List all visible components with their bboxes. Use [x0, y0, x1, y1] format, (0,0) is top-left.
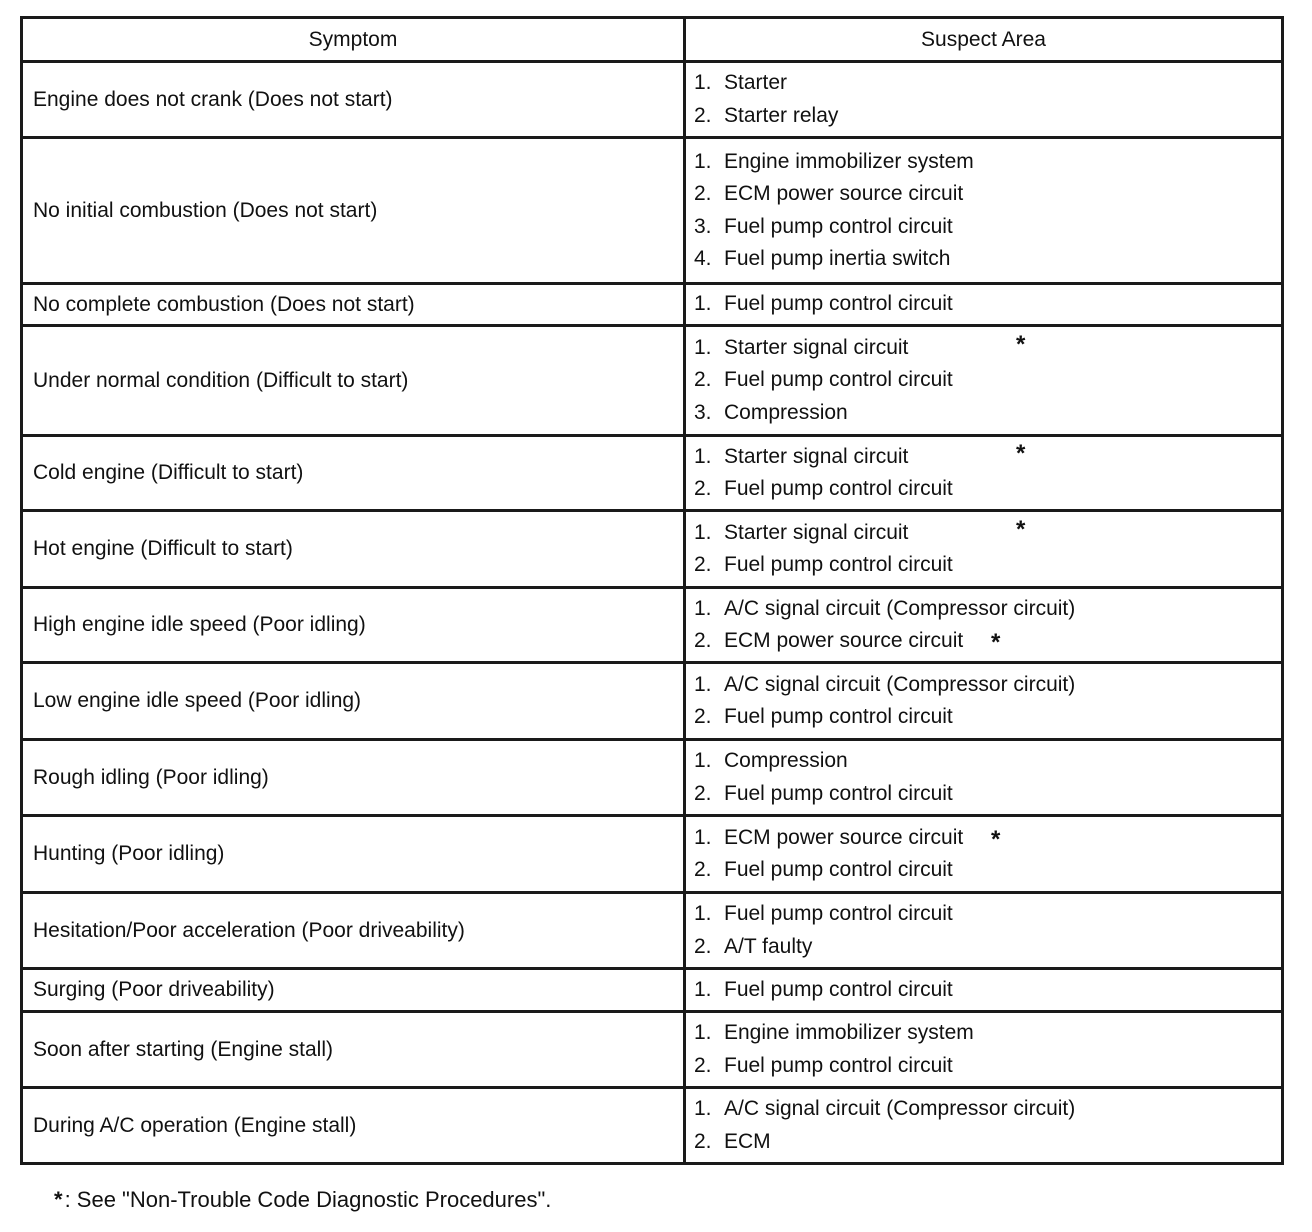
symptom-cell: Cold engine (Difficult to start)	[22, 436, 685, 511]
asterisk-marker: *	[1016, 330, 1026, 358]
item-number: 3.	[694, 214, 712, 238]
list-item	[694, 1093, 1273, 1126]
list-item	[694, 288, 1273, 321]
item-number: 1.	[694, 1097, 712, 1120]
symptom-cell: Surging (Poor driveability)	[22, 969, 685, 1012]
item-number: 1.	[694, 902, 712, 925]
list-item	[694, 625, 1273, 658]
suspect-area-cell	[685, 511, 1283, 588]
header-suspect-area: Suspect Area	[685, 18, 1283, 62]
list-item	[694, 822, 1273, 855]
item-number: 2.	[694, 553, 712, 576]
item-number: 1.	[694, 149, 712, 173]
table-row	[22, 969, 1283, 1012]
suspect-area-cell	[685, 740, 1283, 816]
list-item	[694, 549, 1273, 582]
symptom-cell: Hot engine (Difficult to start)	[22, 511, 685, 588]
header-symptom: Symptom	[22, 18, 685, 62]
item-number: 1.	[694, 444, 712, 468]
table-row	[22, 326, 1283, 436]
table-body	[22, 62, 1283, 1164]
table-row	[22, 816, 1283, 893]
item-number: 2.	[694, 858, 712, 881]
item-text: A/C signal circuit (Compressor circuit)	[724, 1097, 1076, 1120]
table-row	[22, 436, 1283, 511]
asterisk-marker: *	[991, 825, 1001, 853]
suspect-area-cell	[685, 138, 1283, 284]
symptom-cell: Under normal condition (Difficult to start)	[22, 326, 685, 436]
table-row	[22, 740, 1283, 816]
suspect-area-cell	[685, 588, 1283, 663]
symptom-cell: Soon after starting (Engine stall)	[22, 1012, 685, 1088]
asterisk-marker: *	[1016, 439, 1026, 467]
item-text: Starter	[724, 71, 788, 94]
item-number: 2.	[694, 182, 712, 205]
list-item	[694, 517, 1273, 550]
list-item	[694, 100, 1273, 133]
item-text: A/C signal circuit (Compressor circuit)	[724, 672, 1076, 696]
item-number: 2.	[694, 103, 712, 127]
item-number: 2.	[694, 781, 712, 805]
suspect-area-cell	[685, 62, 1283, 138]
list-item	[694, 473, 1273, 506]
item-number: 2.	[694, 368, 712, 392]
item-text: Starter relay	[724, 103, 839, 127]
item-text: Fuel pump control circuit	[724, 977, 953, 1001]
item-number: 2.	[694, 1129, 712, 1153]
asterisk-marker: *	[1016, 515, 1026, 543]
item-text: ECM power source circuit	[724, 629, 964, 652]
item-text: Compression	[724, 400, 848, 424]
list-item	[694, 243, 1273, 276]
item-number: 2.	[694, 934, 712, 958]
footnote-mark: *	[54, 1187, 63, 1212]
item-number: 4.	[694, 247, 712, 270]
item-number: 1.	[694, 335, 712, 359]
item-text: Fuel pump control circuit	[724, 292, 953, 316]
list-item	[694, 364, 1273, 397]
list-item	[694, 1050, 1273, 1083]
item-text: Fuel pump control circuit	[724, 214, 953, 238]
table-row	[22, 284, 1283, 326]
table-row	[22, 62, 1283, 138]
item-text: Starter signal circuit	[724, 520, 909, 544]
list-item	[694, 593, 1273, 626]
item-text: A/T faulty	[724, 934, 813, 958]
item-number: 2.	[694, 629, 712, 652]
symptom-cell: Engine does not crank (Does not start)	[22, 62, 685, 138]
suspect-area-cell	[685, 284, 1283, 326]
item-text: Fuel pump control circuit	[724, 705, 953, 728]
item-text: Starter signal circuit	[724, 444, 909, 468]
list-item	[694, 931, 1273, 964]
list-item	[694, 669, 1273, 702]
suspect-area-cell	[685, 893, 1283, 969]
item-text: Fuel pump control circuit	[724, 477, 953, 500]
table-row	[22, 511, 1283, 588]
symptom-table	[20, 16, 1284, 1165]
item-text: Engine immobilizer system	[724, 149, 974, 173]
item-number: 1.	[694, 596, 712, 620]
suspect-area-cell	[685, 663, 1283, 740]
symptom-cell: Hesitation/Poor acceleration (Poor driveability)	[22, 893, 685, 969]
item-number: 2.	[694, 1053, 712, 1077]
list-item	[694, 898, 1273, 931]
item-number: 1.	[694, 520, 712, 544]
symptom-cell: Low engine idle speed (Poor idling)	[22, 663, 685, 740]
suspect-area-cell	[685, 1088, 1283, 1164]
header-row	[22, 18, 1283, 62]
list-item	[694, 1017, 1273, 1050]
list-item	[694, 178, 1273, 211]
list-item	[694, 1126, 1273, 1159]
item-number: 1.	[694, 977, 712, 1001]
symptom-cell: During A/C operation (Engine stall)	[22, 1088, 685, 1164]
list-item	[694, 441, 1273, 474]
item-text: A/C signal circuit (Compressor circuit)	[724, 596, 1076, 620]
list-item	[694, 397, 1273, 430]
list-item	[694, 332, 1273, 365]
table-row	[22, 663, 1283, 740]
item-text: Fuel pump control circuit	[724, 1053, 953, 1077]
table-row	[22, 138, 1283, 284]
footnote-text: : See "Non-Trouble Code Diagnostic Procedures".	[64, 1187, 552, 1212]
symptom-cell: Hunting (Poor idling)	[22, 816, 685, 893]
suspect-area-cell	[685, 969, 1283, 1012]
item-text: Fuel pump control circuit	[724, 368, 953, 392]
item-text: Fuel pump inertia switch	[724, 247, 951, 270]
item-number: 2.	[694, 705, 712, 728]
item-text: Fuel pump control circuit	[724, 553, 953, 576]
list-item	[694, 67, 1273, 100]
item-number: 1.	[694, 825, 712, 849]
item-text: Fuel pump control circuit	[724, 781, 953, 805]
symptom-cell: No initial combustion (Does not start)	[22, 138, 685, 284]
symptom-cell: No complete combustion (Does not start)	[22, 284, 685, 326]
item-text: Starter signal circuit	[724, 335, 909, 359]
list-item	[694, 701, 1273, 734]
list-item	[694, 854, 1273, 887]
footnote	[54, 1187, 551, 1213]
item-number: 1.	[694, 292, 712, 316]
item-text: Fuel pump control circuit	[724, 902, 953, 925]
list-item	[694, 745, 1273, 778]
item-text: ECM power source circuit	[724, 182, 964, 205]
suspect-area-cell	[685, 1012, 1283, 1088]
item-number: 3.	[694, 400, 712, 424]
asterisk-marker: *	[991, 629, 1001, 656]
table-row	[22, 893, 1283, 969]
symptom-cell: High engine idle speed (Poor idling)	[22, 588, 685, 663]
item-text: ECM power source circuit	[724, 825, 964, 849]
suspect-area-cell	[685, 816, 1283, 893]
list-item	[694, 778, 1273, 811]
item-number: 1.	[694, 71, 712, 94]
item-text: Engine immobilizer system	[724, 1021, 974, 1044]
symptom-cell: Rough idling (Poor idling)	[22, 740, 685, 816]
suspect-area-cell	[685, 326, 1283, 436]
item-text: Compression	[724, 749, 848, 772]
table-row	[22, 1088, 1283, 1164]
list-item	[694, 974, 1273, 1007]
list-item	[694, 146, 1273, 179]
item-number: 2.	[694, 477, 712, 500]
item-number: 1.	[694, 749, 712, 772]
table-row	[22, 588, 1283, 663]
table-row	[22, 1012, 1283, 1088]
suspect-area-cell	[685, 436, 1283, 511]
list-item	[694, 211, 1273, 244]
item-text: Fuel pump control circuit	[724, 858, 953, 881]
item-number: 1.	[694, 672, 712, 696]
item-number: 1.	[694, 1021, 712, 1044]
item-text: ECM	[724, 1129, 771, 1153]
